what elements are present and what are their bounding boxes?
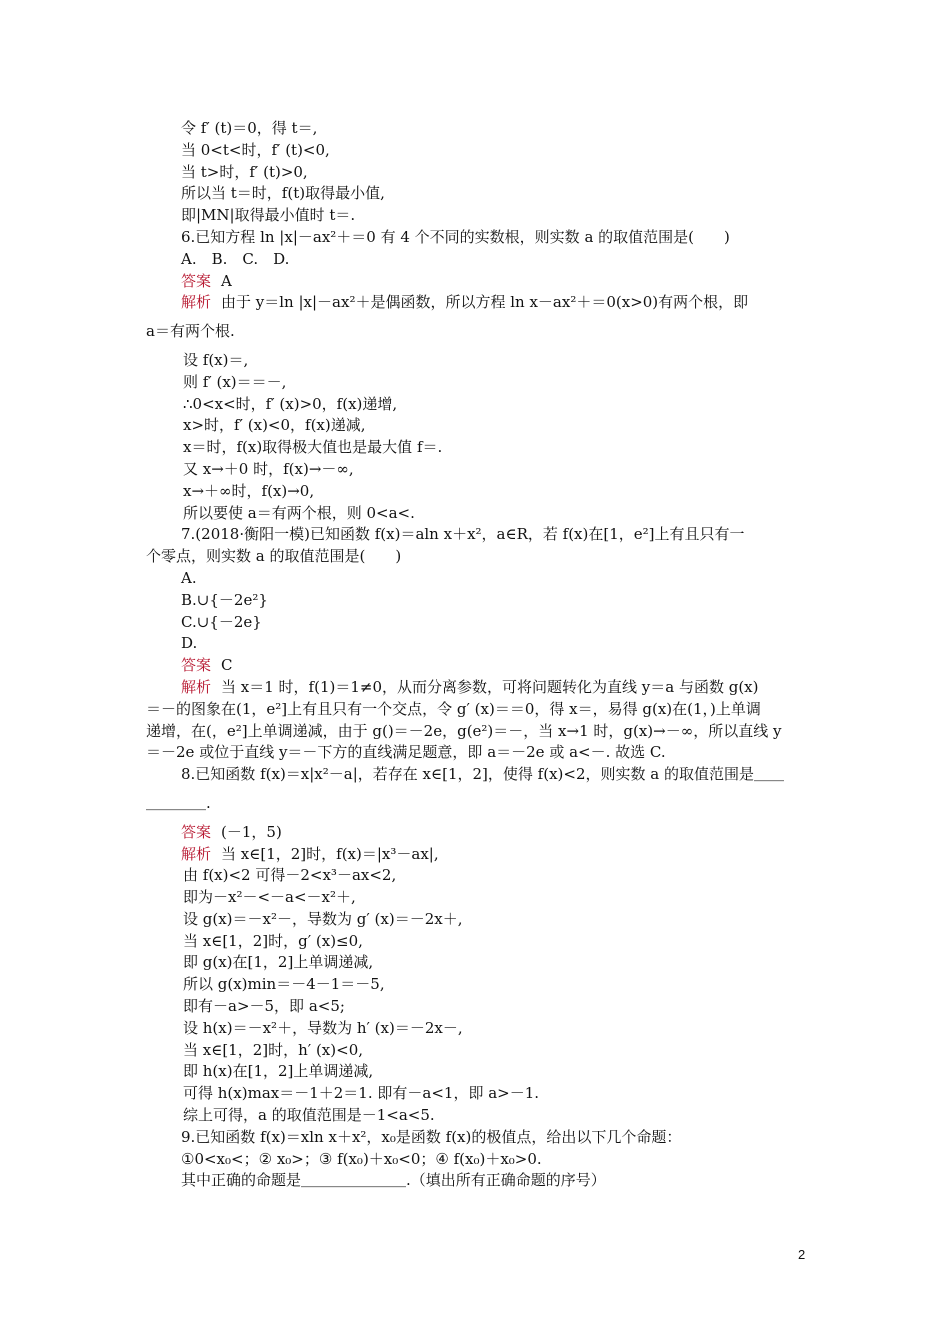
line-text: 当 x＝1 时，f(1)＝1≠0，从而分离参数，可将问题转化为直线 y＝a 与函数 g(x) xyxy=(221,677,759,696)
text-line xyxy=(146,205,814,227)
text-line xyxy=(146,909,814,931)
text-line xyxy=(146,1061,814,1083)
line-text: 当 0<t<时，f′ (t)<0, xyxy=(181,140,330,159)
line-text: 可得 h(x)max＝－1＋2＝1. 即有－a<1，即 a>－1. xyxy=(183,1084,540,1103)
page-number: 2 xyxy=(798,1247,806,1262)
line-text: 个零点，则实数 a 的取值范围是( ) xyxy=(146,547,402,566)
line-text: 所以当 t＝时，f(t)取得最小值, xyxy=(181,184,385,203)
text-line xyxy=(146,183,814,205)
line-text: (－1，5) xyxy=(221,822,282,841)
text-line xyxy=(146,372,814,394)
text-line xyxy=(146,227,814,249)
line-text: 当 t>时，f′ (t)>0, xyxy=(181,162,308,181)
line-text: 当 x∈[1，2]时，g′ (x)≤0, xyxy=(183,931,363,950)
line-text: 即 h(x)在[1，2]上单调递减, xyxy=(183,1062,374,1081)
text-line xyxy=(146,742,814,764)
document-body xyxy=(146,118,814,1192)
line-text: ∴0<x<时，f′ (x)>0，f(x)递增, xyxy=(183,394,398,413)
text-line xyxy=(146,1105,814,1127)
line-text: ＝－2e 或位于直线 y＝－下方的直线满足题意，即 a＝－2e 或 a<－. 故选 C. xyxy=(146,743,666,762)
line-text: C xyxy=(221,656,233,675)
line-text: 设 h(x)＝－x²＋，导数为 h′ (x)＝－2x－, xyxy=(183,1018,463,1037)
text-line xyxy=(146,140,814,162)
line-text: 即有－a>－5，即 a<5; xyxy=(183,997,345,1016)
line-text: 6.已知方程 ln |x|－ax²＋＝0 有 4 个不同的实数根，则实数 a 的取值范围是( ) xyxy=(181,227,730,246)
text-line xyxy=(146,952,814,974)
text-line xyxy=(146,699,814,721)
line-text: a＝有两个根. xyxy=(146,322,235,341)
line-text: B.∪{－2e²} xyxy=(181,590,268,609)
text-line xyxy=(146,633,814,655)
line-text: A. B. C. D. xyxy=(181,249,290,268)
text-line xyxy=(146,721,814,743)
text-line xyxy=(146,931,814,953)
line-text: x>时，f′ (x)<0，f(x)递减, xyxy=(183,416,366,435)
text-line xyxy=(146,887,814,909)
text-line xyxy=(146,1083,814,1105)
answer-tag: 解析 xyxy=(181,844,212,863)
text-line xyxy=(146,271,814,293)
text-line xyxy=(146,590,814,612)
text-line xyxy=(146,974,814,996)
line-text: 设 f(x)＝, xyxy=(183,350,249,369)
text-line xyxy=(146,612,814,634)
line-text: 令 f′ (t)＝0，得 t＝, xyxy=(181,119,318,137)
line-text: 设 g(x)＝－x²－，导数为 g′ (x)＝－2x＋, xyxy=(183,909,463,928)
text-line xyxy=(146,503,814,525)
text-line xyxy=(146,1018,814,1040)
answer-tag: 解析 xyxy=(181,293,212,312)
text-line xyxy=(146,568,814,590)
line-text: 9.已知函数 f(x)＝xln x＋x²，x₀是函数 f(x)的极值点，给出以下几个命题： xyxy=(181,1127,682,1146)
line-text: 8.已知函数 f(x)＝x|x²－a|，若存在 x∈[1，2]，使得 f(x)<2，则实数 a 的取值范围是＿＿ xyxy=(181,765,784,784)
text-line xyxy=(146,524,814,546)
answer-tag: 解析 xyxy=(181,677,212,696)
text-line xyxy=(146,292,814,314)
line-text: ①0<x₀<；② x₀>；③ f(x₀)＋x₀<0；④ f(x₀)＋x₀>0. xyxy=(181,1149,542,1168)
text-line xyxy=(146,793,814,815)
text-line xyxy=(146,350,814,372)
text-line xyxy=(146,459,814,481)
answer-tag: 答案 xyxy=(181,656,212,675)
text-line xyxy=(146,677,814,699)
line-text: x→＋∞时，f(x)→0, xyxy=(183,481,315,500)
answer-tag: 答案 xyxy=(181,822,212,841)
line-text: A xyxy=(221,271,232,290)
text-line xyxy=(146,822,814,844)
text-line xyxy=(146,321,814,343)
text-line xyxy=(146,1149,814,1171)
line-text: 7.(2018·衡阳一模)已知函数 f(x)＝aln x＋x²，a∈R，若 f(x)在[1，e²]上有且只有一 xyxy=(181,525,745,544)
text-line xyxy=(146,437,814,459)
line-text: 由于 y＝ln |x|－ax²＋是偶函数，所以方程 ln x－ax²＋＝0(x>0)有两个根，即 xyxy=(221,293,749,312)
text-line xyxy=(146,1040,814,1062)
text-line xyxy=(146,162,814,184)
text-line xyxy=(146,394,814,416)
text-line xyxy=(146,249,814,271)
line-text: D. xyxy=(181,634,198,653)
text-line xyxy=(146,118,814,140)
text-line xyxy=(146,1127,814,1149)
line-text: 当 x∈[1，2]时，f(x)＝|x³－ax|, xyxy=(221,844,439,863)
text-line xyxy=(146,844,814,866)
line-text: ＝－的图象在(1，e²]上有且只有一个交点，令 g′ (x)＝＝0，得 x＝，易得 g(x)在(1，)上单调 xyxy=(146,699,761,718)
line-text: 则 f′ (x)＝＝－, xyxy=(183,372,287,391)
text-line xyxy=(146,655,814,677)
line-text: 递增，在(，e²]上单调递减，由于 g()＝－2e，g(e²)＝－，当 x→1 时，g(x)→－∞，所以直线 y xyxy=(146,721,782,740)
line-text: 当 x∈[1，2]时，h′ (x)<0, xyxy=(183,1040,364,1059)
text-line xyxy=(146,996,814,1018)
text-line xyxy=(146,546,814,568)
text-line xyxy=(146,481,814,503)
line-text: 所以要使 a＝有两个根，则 0<a<. xyxy=(183,503,415,522)
text-line xyxy=(146,415,814,437)
line-text: 即 g(x)在[1，2]上单调递减, xyxy=(183,953,374,972)
line-text: 由 f(x)<2 可得－2<x³－ax<2, xyxy=(183,866,397,885)
answer-tag: 答案 xyxy=(181,271,212,290)
line-text: A. xyxy=(181,568,197,587)
line-text: 即|MN|取得最小值时 t＝. xyxy=(181,206,356,225)
line-text: x＝时，f(x)取得极大值也是最大值 f＝. xyxy=(183,438,443,457)
line-text: 又 x→＋0 时，f(x)→－∞, xyxy=(183,459,354,478)
line-text: 即为－x²－<－a<－x²＋, xyxy=(183,888,356,907)
line-text: 其中正确的命题是＿＿＿＿＿＿＿.（填出所有正确命题的序号） xyxy=(181,1171,606,1190)
text-line xyxy=(146,865,814,887)
text-line xyxy=(146,764,814,786)
text-line xyxy=(146,1170,814,1192)
line-text: ＿＿＿＿. xyxy=(146,793,211,812)
line-text: C.∪{－2e} xyxy=(181,612,262,631)
line-text: 综上可得，a 的取值范围是－1<a<5. xyxy=(183,1106,435,1125)
line-text: 所以 g(x)min＝－4－1＝－5, xyxy=(183,975,385,994)
